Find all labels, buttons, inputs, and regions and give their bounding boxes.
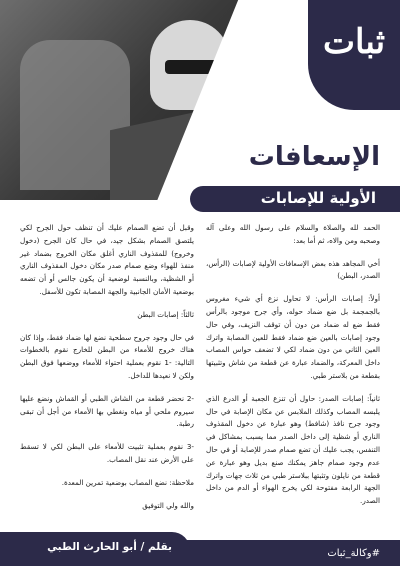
footer-hashtag: #وكالة_ثبات <box>327 548 380 559</box>
article-column-left <box>20 222 194 522</box>
subtitle-bar <box>190 186 400 212</box>
footer-author: بقلم / أبو الحارث الطبي <box>47 541 172 553</box>
paragraph: ملاحظة: نضع المصاب بوضعية تمرين المعدة. <box>61 477 194 487</box>
article-column-right <box>206 222 380 518</box>
paragraph: والله ولي التوفيق <box>142 500 194 510</box>
paragraph: ثالثاً: إصابات البطن <box>137 309 194 319</box>
author-bar <box>0 532 190 566</box>
paragraph: -2 نحضر قطعة من الشاش الطبي أو القماش ونضع عليها سيروم ملحي أو مياه ونغطي بها الأمعاء من أجل أن تبقى رطبة. <box>20 393 194 429</box>
paragraph: وقبل أن تضع الصمام عليك أن تنظف حول الجرح لكي يلتصق الصمام بشكل جيد، في حال كان الجرح (دخول وخروج) للمقذوف الناري أغلق مكان الخروج بضماد غير منفذ للهواء وضع صمام صدر مكان دخول المقذوف الناري أو الشظية، وبالنسبة لوضعية أن يكون جالس أو أن تضعه بوضعية الأمان الجانبية والجهة المصابة تكون للأسفل. <box>20 223 194 296</box>
paragraph: أولاً: إصابات الرأس: لا تحاول نزع أي شيء مغروس بالجمجمة بل ضع ضماد حوله، وأي جرح موجود بالرأس فقط ضع له ضماد من دون أن توقف النزيف، وفي حال وجود إصابات بالعين ضع ضماد فقط للعين المصابة واترك العين الثاني من دون ضماد لكي لا تضعف حواس المصاب داخل المعركة، والضماد عبارة عن قطعة من شاش وتثبيتها بقطعة من بلاستر طبي. <box>206 294 380 380</box>
paragraph: في حال وجود جروح سطحية نضع لها ضماد فقط، وإذا كان هناك خروج للأمعاء من البطن للخارج نقوم بالخطوات التالية: -1 نقوم بعملية احتواء للأمعاء ووضعها فوق البطن ولكن لا نعيدها للداخل. <box>20 332 194 380</box>
paragraph: الحمد لله والصلاة والسلام على رسول الله وعلى آله وصحبه ومن والاه، ثم أما بعد: <box>206 223 380 245</box>
logo-panel <box>308 0 400 110</box>
brand-logo: ثبات <box>322 22 386 62</box>
paragraph: أخي المجاهد هذه بعض الإسعافات الأولية لإصابات (الرأس، الصدر، البطن) <box>206 258 380 281</box>
page-title: الإسعافات <box>248 142 380 172</box>
paragraph: ثانياً: إصابات الصدر: حاول أن تنزع الجعبة أو الدرع الذي يلبسه المصاب وكذلك الملابس عن مكان الإصابة في حال وجود جرح نافذ (شافط) وهو عبارة عن دخول المقذوف الناري أو شظية إلى داخل الصدر مما يسبب بمشاكل في التنفس، يجب عليك أن تضع صمام صدر للإصابة أو في حال عدم وجود صمام جاهز يمكنك صنع بديل وهو عبارة عن قطعة من نايلون وتثبتها ببلاستر طبي من ثلاث جهات واترك الجهة الرابعة مفتوحة لكي يخرج الهواء أو الدم من داخل الصدر. <box>206 393 380 506</box>
paragraph: -3 نقوم بعملية تثبيت للأمعاء على البطن لكي لا تسقط على الأرض عند نقل المصاب. <box>20 442 194 464</box>
page-subtitle: الأولية للإصابات <box>260 189 376 207</box>
